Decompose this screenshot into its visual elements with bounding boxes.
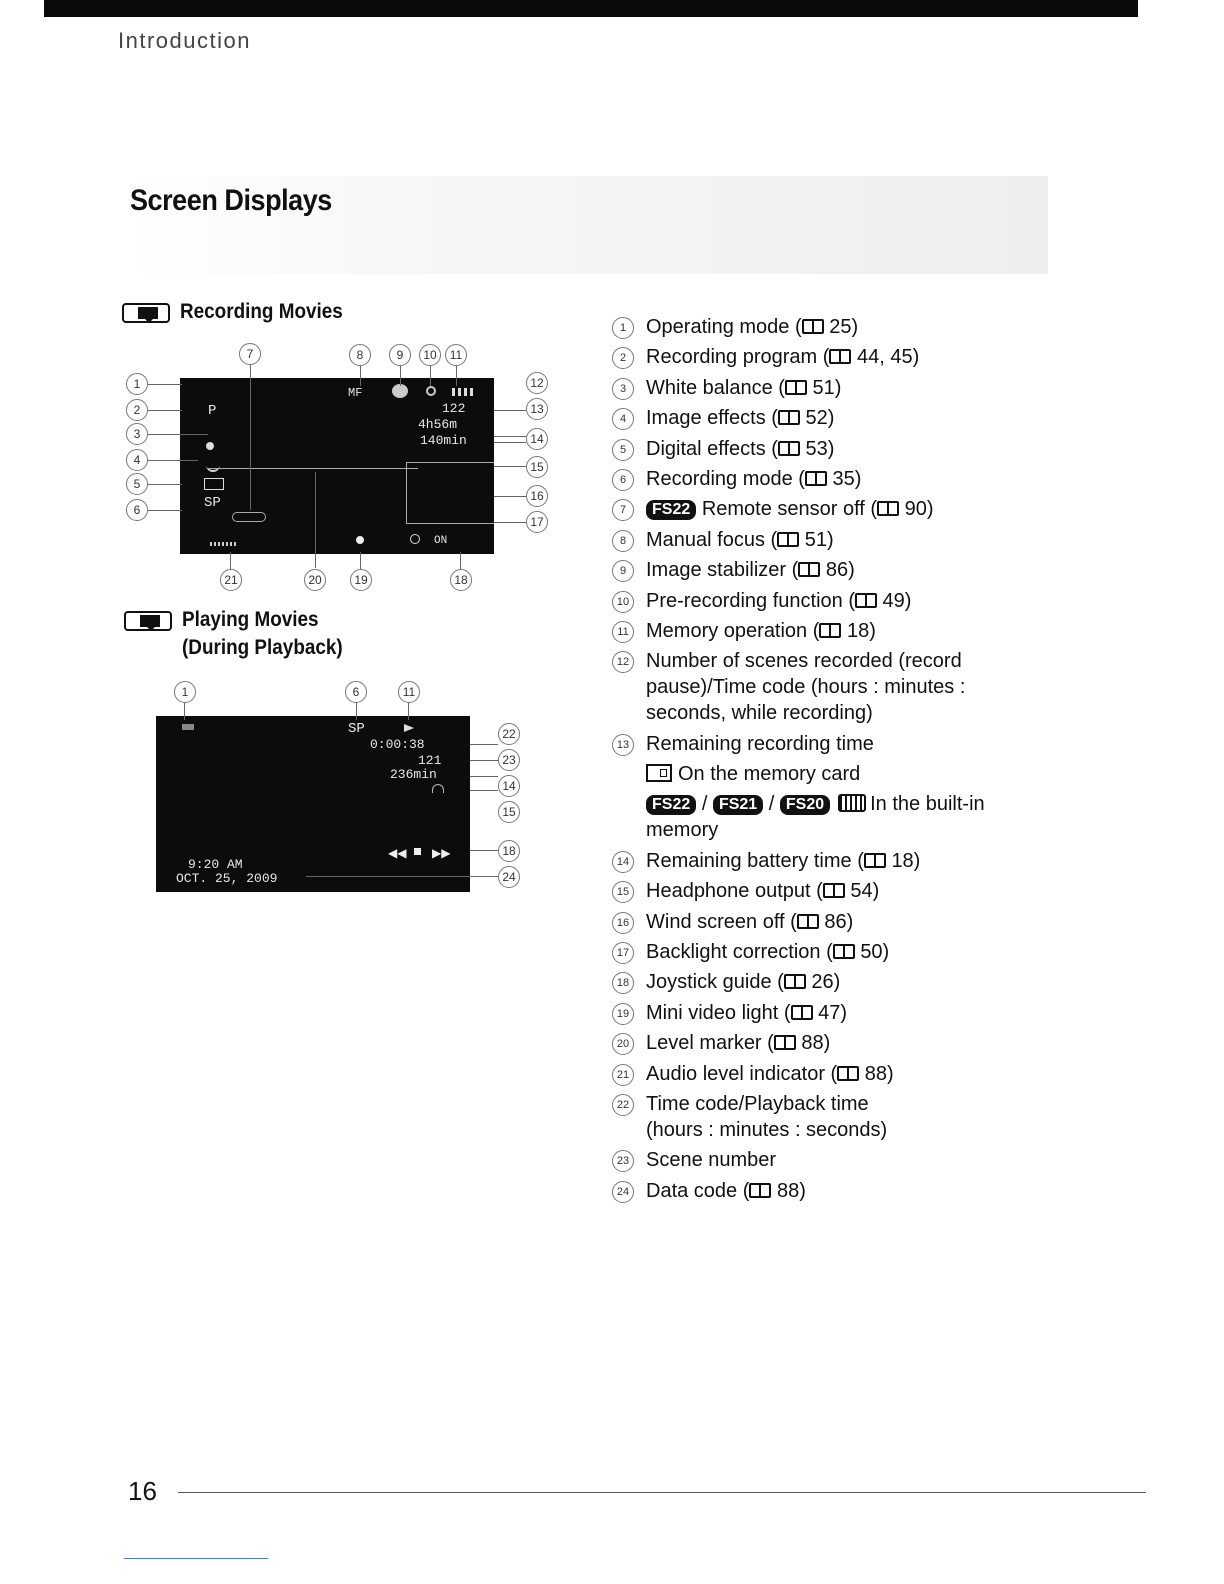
callout-line <box>400 366 401 386</box>
osd-timecode: 0:00:38 <box>370 737 425 752</box>
callout-line <box>148 510 182 511</box>
legend-item: 17 Backlight correction ( 50) <box>612 939 1052 965</box>
callout-line <box>470 790 498 791</box>
recording-screen <box>180 378 494 554</box>
book-icon <box>805 471 827 486</box>
callout-line <box>360 552 361 570</box>
callout-line <box>460 552 461 570</box>
playback-screen <box>156 716 470 892</box>
callout-line <box>494 496 526 497</box>
legend-item: 10 Pre-recording function ( 49) <box>612 588 1052 614</box>
callout-number: 19 <box>350 569 372 591</box>
legend-item: 9 Image stabilizer ( 86) <box>612 557 1052 583</box>
osd-program: P <box>208 403 217 419</box>
playback-heading-line1: Playing Movies <box>182 608 319 631</box>
legend-item: 8 Manual focus ( 51) <box>612 527 1052 553</box>
callout-number: 4 <box>126 449 148 471</box>
callout-line <box>494 436 526 437</box>
callout-number: 14 <box>526 428 548 450</box>
page-title: Screen Displays <box>130 184 332 217</box>
pre-recording-icon <box>426 386 436 396</box>
callout-number: 12 <box>526 372 548 394</box>
callout-line <box>306 876 498 877</box>
book-icon <box>823 883 845 898</box>
book-icon <box>798 562 820 577</box>
book-icon <box>797 914 819 929</box>
book-icon <box>791 1005 813 1020</box>
osd-scenes: 122 <box>442 401 466 416</box>
callout-number: 1 <box>174 681 196 703</box>
callout-number: 18 <box>498 840 520 862</box>
legend-subitem: On the memory card <box>612 761 1052 787</box>
callout-line <box>430 366 431 386</box>
osd-rec-mode: SP <box>348 721 365 737</box>
callout-line <box>148 384 182 385</box>
remote-sensor-icon <box>232 512 266 522</box>
callout-number: 21 <box>220 569 242 591</box>
model-badge: FS21 <box>713 795 763 815</box>
callout-line <box>250 364 251 510</box>
callout-line <box>494 466 526 467</box>
osd-date: OCT. 25, 2009 <box>176 871 278 886</box>
legend-item: 15 Headphone output ( 54) <box>612 878 1052 904</box>
joystick-guide-icon <box>410 534 420 544</box>
callout-number: 22 <box>498 723 520 745</box>
book-icon <box>819 623 841 638</box>
callout-line <box>356 702 357 720</box>
book-icon <box>802 319 824 334</box>
book-icon <box>778 410 800 425</box>
book-icon <box>777 532 799 547</box>
callout-number: 17 <box>526 511 548 533</box>
callout-line <box>494 442 526 443</box>
callout-line <box>148 484 182 485</box>
callout-number: 2 <box>126 399 148 421</box>
callout-line <box>315 472 316 568</box>
mini-video-light-icon <box>356 536 364 544</box>
callout-line <box>360 366 361 386</box>
model-badge: FS20 <box>780 795 830 815</box>
movie-camera-icon <box>122 303 170 323</box>
callout-number: 24 <box>498 866 520 888</box>
callout-number: 15 <box>498 801 520 823</box>
section-label: Introduction <box>118 28 251 53</box>
book-icon <box>833 944 855 959</box>
legend-item: 5 Digital effects ( 53) <box>612 436 1052 462</box>
callout-line <box>494 410 526 411</box>
book-icon <box>864 853 886 868</box>
book-icon <box>749 1183 771 1198</box>
callout-line <box>148 434 208 435</box>
book-icon <box>778 441 800 456</box>
rewind-icon: ◀◀ <box>388 846 407 860</box>
legend-item: 7 FS22 Remote sensor off ( 90) <box>612 496 1052 522</box>
playback-icon <box>124 611 172 631</box>
legend-item: 21 Audio level indicator ( 88) <box>612 1061 1052 1087</box>
callout-line <box>148 410 182 411</box>
legend-item: 22 Time code/Playback time (hours : minutes : seconds) <box>612 1091 1052 1143</box>
osd-remaining: 4h56m <box>418 417 458 432</box>
callout-number: 9 <box>389 344 411 366</box>
legend-item: 23 Scene number <box>612 1147 1052 1173</box>
callout-number: 20 <box>304 569 326 591</box>
osd-scene-number: 121 <box>418 753 442 768</box>
osd-rec-mode: SP <box>204 495 221 511</box>
callout-number: 11 <box>445 344 467 366</box>
osd-battery: 140min <box>420 433 467 448</box>
callout-number: 16 <box>526 485 548 507</box>
book-icon <box>855 593 877 608</box>
operating-mode-icon <box>182 724 194 730</box>
callout-line <box>148 460 198 461</box>
legend-item: 4 Image effects ( 52) <box>612 405 1052 431</box>
memory-operation-icon <box>452 388 474 396</box>
callout-line <box>408 702 409 720</box>
callout-number: 3 <box>126 423 148 445</box>
callout-line <box>230 552 231 570</box>
book-icon <box>774 1035 796 1050</box>
callout-line <box>494 522 526 523</box>
legend-item: 13 Remaining recording time <box>612 731 1052 757</box>
callout-number: 5 <box>126 473 148 495</box>
legend-item: 20 Level marker ( 88) <box>612 1030 1052 1056</box>
callout-line <box>470 850 498 851</box>
callout-line <box>470 760 498 761</box>
callout-number: 23 <box>498 749 520 771</box>
book-icon <box>829 349 851 364</box>
book-icon <box>784 974 806 989</box>
legend-item: 11 Memory operation ( 18) <box>612 618 1052 644</box>
callout-line <box>456 366 457 386</box>
legend-item: 1 Operating mode ( 25) <box>612 314 1052 340</box>
callout-number: 1 <box>126 373 148 395</box>
callout-number: 8 <box>349 344 371 366</box>
stabilizer-icon <box>392 384 408 398</box>
white-balance-icon <box>206 442 214 450</box>
fast-forward-icon: ▶▶ <box>432 846 451 860</box>
osd-mf: MF <box>348 386 363 400</box>
model-badge: FS22 <box>646 500 696 520</box>
callout-number: 7 <box>239 343 261 365</box>
audio-level-indicator <box>210 542 238 546</box>
callout-line <box>184 702 185 720</box>
legend-item: 3 White balance ( 51) <box>612 375 1052 401</box>
stop-icon <box>414 848 421 855</box>
built-in-memory-icon <box>838 794 866 812</box>
osd-battery: 236min <box>390 767 437 782</box>
memory-card-icon <box>646 764 672 782</box>
footer-rule <box>178 1492 1146 1493</box>
headphone-icon <box>432 784 444 793</box>
play-icon <box>404 724 414 732</box>
image-effects-icon <box>206 462 220 472</box>
decorative-rule <box>124 1558 268 1559</box>
model-badge: FS22 <box>646 795 696 815</box>
digital-effects-icon <box>204 478 224 490</box>
legend-item: 12 Number of scenes recorded (record pause)/Time code (hours : minutes : seconds, while recording) <box>612 648 1052 726</box>
legend-subitem: FS22 / FS21 / FS20 In the built-in memory <box>646 793 985 842</box>
callout-number: 13 <box>526 398 548 420</box>
callout-number: 18 <box>450 569 472 591</box>
level-marker-frame <box>406 462 494 524</box>
legend-list <box>612 314 1052 1208</box>
callout-number: 15 <box>526 456 548 478</box>
legend-item: 19 Mini video light ( 47) <box>612 1000 1052 1026</box>
book-icon <box>837 1066 859 1081</box>
legend-item: 6 Recording mode ( 35) <box>612 466 1052 492</box>
legend-item: 24 Data code ( 88) <box>612 1178 1052 1204</box>
osd-on: ON <box>434 535 448 547</box>
callout-number: 14 <box>498 775 520 797</box>
legend-item: 2 Recording program ( 44, 45) <box>612 344 1052 370</box>
callout-line <box>470 744 498 745</box>
playback-heading-line2: (During Playback) <box>182 636 343 659</box>
callout-line <box>470 776 498 777</box>
legend-item: 16 Wind screen off ( 86) <box>612 909 1052 935</box>
legend-item: 14 Remaining battery time ( 18) <box>612 848 1052 874</box>
recording-heading: Recording Movies <box>180 300 343 323</box>
page-number: 16 <box>128 1476 157 1506</box>
osd-clock: 9:20 AM <box>188 857 243 872</box>
book-icon <box>785 380 807 395</box>
callout-number: 11 <box>398 681 420 703</box>
callout-number: 6 <box>345 681 367 703</box>
legend-item: 18 Joystick guide ( 26) <box>612 969 1052 995</box>
level-marker-horizontal <box>208 468 418 469</box>
callout-number: 10 <box>419 344 441 366</box>
callout-number: 6 <box>126 499 148 521</box>
book-icon <box>877 501 899 516</box>
top-bar <box>44 0 1138 17</box>
